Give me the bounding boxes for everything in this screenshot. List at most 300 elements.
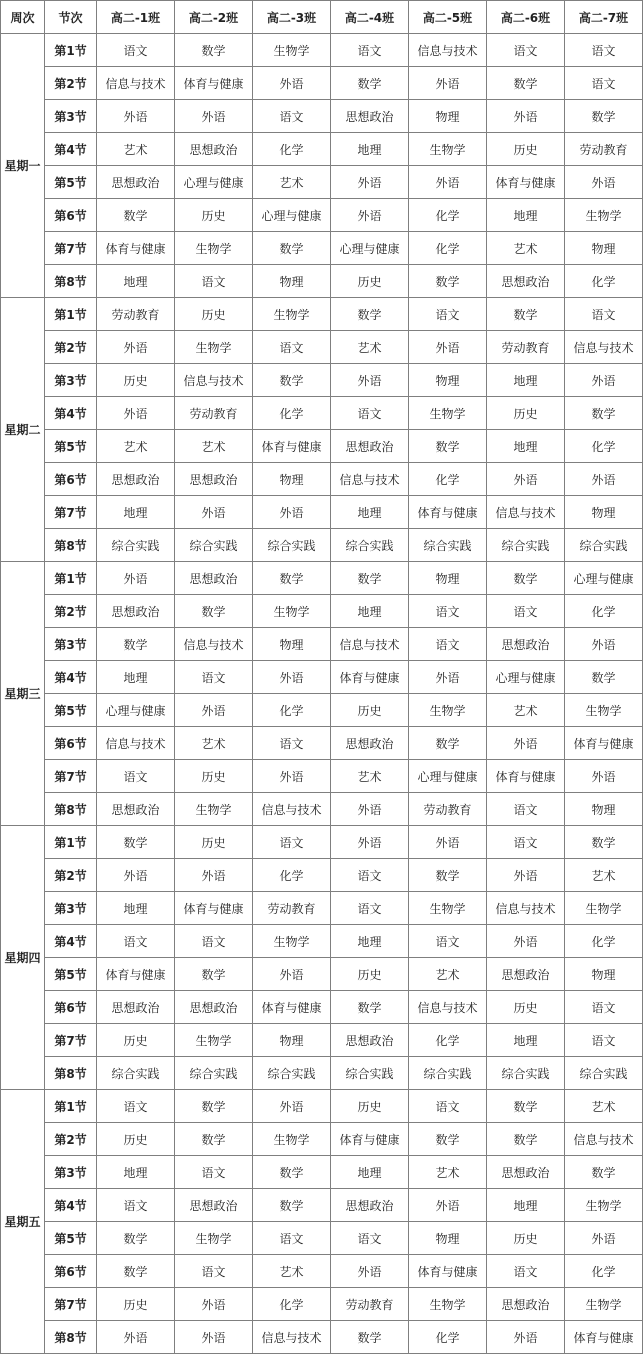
class-header: 高二-6班 bbox=[487, 1, 565, 34]
subject-cell: 数学 bbox=[253, 1189, 331, 1222]
schedule-row bbox=[1, 1288, 643, 1321]
subject-cell: 数学 bbox=[409, 1123, 487, 1156]
subject-cell: 数学 bbox=[409, 859, 487, 892]
schedule-row bbox=[1, 1255, 643, 1288]
subject-cell: 语文 bbox=[487, 595, 565, 628]
subject-cell: 信息与技术 bbox=[253, 1321, 331, 1354]
subject-cell: 历史 bbox=[175, 298, 253, 331]
schedule-row bbox=[1, 628, 643, 661]
subject-cell: 数学 bbox=[253, 364, 331, 397]
subject-cell: 思想政治 bbox=[331, 430, 409, 463]
subject-cell: 外语 bbox=[487, 859, 565, 892]
subject-cell: 历史 bbox=[175, 199, 253, 232]
subject-cell: 历史 bbox=[487, 1222, 565, 1255]
subject-cell: 语文 bbox=[565, 1024, 643, 1057]
subject-cell: 劳动教育 bbox=[487, 331, 565, 364]
subject-cell: 数学 bbox=[409, 727, 487, 760]
subject-cell: 历史 bbox=[97, 364, 175, 397]
subject-cell: 化学 bbox=[253, 1288, 331, 1321]
subject-cell: 外语 bbox=[409, 826, 487, 859]
period-label: 第3节 bbox=[45, 892, 97, 925]
subject-cell: 信息与技术 bbox=[175, 364, 253, 397]
subject-cell: 心理与健康 bbox=[253, 199, 331, 232]
subject-cell: 信息与技术 bbox=[331, 628, 409, 661]
subject-cell: 思想政治 bbox=[487, 265, 565, 298]
subject-cell: 生物学 bbox=[565, 199, 643, 232]
subject-cell: 外语 bbox=[487, 463, 565, 496]
period-label: 第8节 bbox=[45, 793, 97, 826]
subject-cell: 数学 bbox=[175, 1123, 253, 1156]
subject-cell: 外语 bbox=[97, 397, 175, 430]
subject-cell: 艺术 bbox=[175, 430, 253, 463]
subject-cell: 思想政治 bbox=[487, 1288, 565, 1321]
class-header: 高二-7班 bbox=[565, 1, 643, 34]
subject-cell: 数学 bbox=[331, 67, 409, 100]
subject-cell: 综合实践 bbox=[487, 1057, 565, 1090]
subject-cell: 劳动教育 bbox=[331, 1288, 409, 1321]
subject-cell: 外语 bbox=[253, 760, 331, 793]
subject-cell: 历史 bbox=[331, 694, 409, 727]
subject-cell: 信息与技术 bbox=[331, 463, 409, 496]
schedule-row bbox=[1, 1222, 643, 1255]
schedule-row bbox=[1, 793, 643, 826]
subject-cell: 语文 bbox=[565, 67, 643, 100]
subject-cell: 艺术 bbox=[97, 430, 175, 463]
subject-cell: 数学 bbox=[487, 1123, 565, 1156]
subject-cell: 生物学 bbox=[565, 694, 643, 727]
subject-cell: 数学 bbox=[253, 562, 331, 595]
schedule-row bbox=[1, 265, 643, 298]
subject-cell: 数学 bbox=[253, 1156, 331, 1189]
subject-cell: 综合实践 bbox=[253, 1057, 331, 1090]
subject-cell: 语文 bbox=[253, 100, 331, 133]
subject-cell: 思想政治 bbox=[175, 1189, 253, 1222]
period-label: 第3节 bbox=[45, 364, 97, 397]
subject-cell: 地理 bbox=[97, 661, 175, 694]
subject-cell: 综合实践 bbox=[175, 1057, 253, 1090]
period-label: 第4节 bbox=[45, 661, 97, 694]
subject-cell: 信息与技术 bbox=[97, 727, 175, 760]
subject-cell: 外语 bbox=[175, 100, 253, 133]
subject-cell: 物理 bbox=[565, 793, 643, 826]
subject-cell: 语文 bbox=[175, 925, 253, 958]
subject-cell: 生物学 bbox=[565, 1288, 643, 1321]
subject-cell: 心理与健康 bbox=[175, 166, 253, 199]
subject-cell: 数学 bbox=[487, 298, 565, 331]
subject-cell: 体育与健康 bbox=[331, 661, 409, 694]
subject-cell: 语文 bbox=[487, 34, 565, 67]
period-label: 第7节 bbox=[45, 760, 97, 793]
subject-cell: 数学 bbox=[331, 298, 409, 331]
schedule-row bbox=[1, 331, 643, 364]
schedule-row bbox=[1, 958, 643, 991]
schedule-row bbox=[1, 826, 643, 859]
subject-cell: 化学 bbox=[253, 397, 331, 430]
subject-cell: 思想政治 bbox=[331, 1024, 409, 1057]
subject-cell: 思想政治 bbox=[97, 463, 175, 496]
subject-cell: 艺术 bbox=[565, 1090, 643, 1123]
period-label: 第2节 bbox=[45, 331, 97, 364]
subject-cell: 地理 bbox=[487, 1189, 565, 1222]
subject-cell: 心理与健康 bbox=[409, 760, 487, 793]
class-header: 高二-5班 bbox=[409, 1, 487, 34]
schedule-row bbox=[1, 298, 643, 331]
subject-cell: 信息与技术 bbox=[97, 67, 175, 100]
period-label: 第5节 bbox=[45, 430, 97, 463]
subject-cell: 外语 bbox=[331, 199, 409, 232]
subject-cell: 劳动教育 bbox=[565, 133, 643, 166]
subject-cell: 综合实践 bbox=[331, 1057, 409, 1090]
subject-cell: 生物学 bbox=[175, 232, 253, 265]
subject-cell: 外语 bbox=[565, 364, 643, 397]
subject-cell: 体育与健康 bbox=[565, 1321, 643, 1354]
subject-cell: 外语 bbox=[565, 166, 643, 199]
subject-cell: 思想政治 bbox=[97, 793, 175, 826]
subject-cell: 化学 bbox=[409, 463, 487, 496]
schedule-row bbox=[1, 34, 643, 67]
subject-cell: 体育与健康 bbox=[565, 727, 643, 760]
subject-cell: 地理 bbox=[97, 892, 175, 925]
subject-cell: 语文 bbox=[565, 298, 643, 331]
schedule-row bbox=[1, 1189, 643, 1222]
subject-cell: 化学 bbox=[409, 1024, 487, 1057]
subject-cell: 化学 bbox=[565, 265, 643, 298]
schedule-row bbox=[1, 1090, 643, 1123]
subject-cell: 历史 bbox=[487, 133, 565, 166]
subject-cell: 语文 bbox=[565, 991, 643, 1024]
subject-cell: 数学 bbox=[565, 1156, 643, 1189]
subject-cell: 数学 bbox=[97, 628, 175, 661]
subject-cell: 劳动教育 bbox=[253, 892, 331, 925]
subject-cell: 语文 bbox=[97, 925, 175, 958]
subject-cell: 语文 bbox=[487, 793, 565, 826]
schedule-row bbox=[1, 529, 643, 562]
subject-cell: 思想政治 bbox=[487, 628, 565, 661]
subject-cell: 语文 bbox=[97, 1189, 175, 1222]
subject-cell: 生物学 bbox=[175, 1024, 253, 1057]
subject-cell: 语文 bbox=[253, 727, 331, 760]
schedule-row bbox=[1, 232, 643, 265]
subject-cell: 数学 bbox=[331, 562, 409, 595]
subject-cell: 思想政治 bbox=[331, 1189, 409, 1222]
subject-cell: 生物学 bbox=[565, 892, 643, 925]
subject-cell: 综合实践 bbox=[253, 529, 331, 562]
subject-cell: 外语 bbox=[253, 1090, 331, 1123]
subject-cell: 劳动教育 bbox=[97, 298, 175, 331]
subject-cell: 思想政治 bbox=[331, 100, 409, 133]
subject-cell: 综合实践 bbox=[565, 529, 643, 562]
subject-cell: 外语 bbox=[487, 925, 565, 958]
schedule-row bbox=[1, 397, 643, 430]
subject-cell: 生物学 bbox=[175, 793, 253, 826]
subject-cell: 语文 bbox=[409, 595, 487, 628]
subject-cell: 数学 bbox=[97, 1255, 175, 1288]
day-label: 星期三 bbox=[1, 562, 45, 826]
subject-cell: 外语 bbox=[331, 364, 409, 397]
subject-cell: 语文 bbox=[487, 1255, 565, 1288]
subject-cell: 数学 bbox=[409, 430, 487, 463]
subject-cell: 信息与技术 bbox=[565, 331, 643, 364]
subject-cell: 化学 bbox=[409, 199, 487, 232]
subject-cell: 外语 bbox=[331, 166, 409, 199]
subject-cell: 历史 bbox=[175, 826, 253, 859]
schedule-row bbox=[1, 694, 643, 727]
subject-cell: 历史 bbox=[97, 1288, 175, 1321]
subject-cell: 地理 bbox=[331, 925, 409, 958]
subject-cell: 艺术 bbox=[409, 1156, 487, 1189]
subject-cell: 思想政治 bbox=[97, 595, 175, 628]
subject-cell: 艺术 bbox=[253, 1255, 331, 1288]
schedule-row bbox=[1, 199, 643, 232]
period-label: 第2节 bbox=[45, 859, 97, 892]
subject-cell: 物理 bbox=[253, 1024, 331, 1057]
subject-cell: 外语 bbox=[487, 1321, 565, 1354]
period-label: 第4节 bbox=[45, 1189, 97, 1222]
period-label: 第1节 bbox=[45, 562, 97, 595]
subject-cell: 生物学 bbox=[175, 331, 253, 364]
schedule-row bbox=[1, 760, 643, 793]
subject-cell: 语文 bbox=[175, 1255, 253, 1288]
subject-cell: 数学 bbox=[487, 67, 565, 100]
schedule-body bbox=[1, 34, 643, 1354]
period-label: 第8节 bbox=[45, 1057, 97, 1090]
subject-cell: 物理 bbox=[565, 232, 643, 265]
period-label: 第8节 bbox=[45, 265, 97, 298]
schedule-row bbox=[1, 100, 643, 133]
period-label: 第7节 bbox=[45, 1024, 97, 1057]
day-label: 星期二 bbox=[1, 298, 45, 562]
subject-cell: 综合实践 bbox=[409, 529, 487, 562]
subject-cell: 外语 bbox=[97, 859, 175, 892]
period-label: 第5节 bbox=[45, 166, 97, 199]
subject-cell: 体育与健康 bbox=[97, 232, 175, 265]
subject-cell: 信息与技术 bbox=[175, 628, 253, 661]
subject-cell: 艺术 bbox=[487, 694, 565, 727]
schedule-row bbox=[1, 562, 643, 595]
subject-cell: 外语 bbox=[253, 958, 331, 991]
period-label: 第2节 bbox=[45, 1123, 97, 1156]
subject-cell: 语文 bbox=[331, 1222, 409, 1255]
subject-cell: 艺术 bbox=[331, 760, 409, 793]
subject-cell: 语文 bbox=[409, 298, 487, 331]
period-label: 第2节 bbox=[45, 595, 97, 628]
subject-cell: 外语 bbox=[331, 793, 409, 826]
subject-cell: 信息与技术 bbox=[565, 1123, 643, 1156]
subject-cell: 数学 bbox=[565, 397, 643, 430]
subject-cell: 艺术 bbox=[253, 166, 331, 199]
subject-cell: 物理 bbox=[253, 265, 331, 298]
subject-cell: 历史 bbox=[487, 991, 565, 1024]
subject-cell: 思想政治 bbox=[331, 727, 409, 760]
period-label: 第1节 bbox=[45, 1090, 97, 1123]
subject-cell: 外语 bbox=[409, 331, 487, 364]
subject-cell: 语文 bbox=[331, 859, 409, 892]
schedule-row bbox=[1, 892, 643, 925]
subject-cell: 化学 bbox=[565, 430, 643, 463]
period-label: 第8节 bbox=[45, 1321, 97, 1354]
subject-cell: 语文 bbox=[97, 760, 175, 793]
subject-cell: 数学 bbox=[97, 1222, 175, 1255]
period-label: 第5节 bbox=[45, 958, 97, 991]
schedule-row bbox=[1, 463, 643, 496]
subject-cell: 外语 bbox=[253, 496, 331, 529]
subject-cell: 物理 bbox=[409, 1222, 487, 1255]
subject-cell: 数学 bbox=[487, 562, 565, 595]
subject-cell: 物理 bbox=[409, 562, 487, 595]
schedule-row bbox=[1, 67, 643, 100]
subject-cell: 历史 bbox=[97, 1123, 175, 1156]
subject-cell: 化学 bbox=[565, 925, 643, 958]
subject-cell: 地理 bbox=[331, 496, 409, 529]
subject-cell: 语文 bbox=[97, 1090, 175, 1123]
period-label: 第5节 bbox=[45, 1222, 97, 1255]
subject-cell: 生物学 bbox=[409, 397, 487, 430]
subject-cell: 语文 bbox=[409, 628, 487, 661]
subject-cell: 体育与健康 bbox=[253, 991, 331, 1024]
day-label: 星期一 bbox=[1, 34, 45, 298]
subject-cell: 体育与健康 bbox=[409, 496, 487, 529]
subject-cell: 体育与健康 bbox=[487, 166, 565, 199]
subject-cell: 艺术 bbox=[175, 727, 253, 760]
subject-cell: 心理与健康 bbox=[331, 232, 409, 265]
subject-cell: 地理 bbox=[331, 1156, 409, 1189]
class-header: 高二-4班 bbox=[331, 1, 409, 34]
subject-cell: 外语 bbox=[97, 100, 175, 133]
subject-cell: 体育与健康 bbox=[487, 760, 565, 793]
subject-cell: 语文 bbox=[253, 826, 331, 859]
subject-cell: 心理与健康 bbox=[97, 694, 175, 727]
header-row bbox=[1, 1, 643, 34]
schedule-row bbox=[1, 1321, 643, 1354]
subject-cell: 物理 bbox=[409, 364, 487, 397]
subject-cell: 语文 bbox=[409, 925, 487, 958]
subject-cell: 语文 bbox=[253, 1222, 331, 1255]
subject-cell: 艺术 bbox=[409, 958, 487, 991]
subject-cell: 数学 bbox=[175, 595, 253, 628]
subject-cell: 生物学 bbox=[409, 892, 487, 925]
subject-cell: 化学 bbox=[253, 694, 331, 727]
schedule-row bbox=[1, 595, 643, 628]
subject-cell: 物理 bbox=[253, 463, 331, 496]
subject-cell: 外语 bbox=[253, 67, 331, 100]
subject-cell: 外语 bbox=[97, 1321, 175, 1354]
subject-cell: 生物学 bbox=[175, 1222, 253, 1255]
subject-cell: 地理 bbox=[487, 430, 565, 463]
subject-cell: 数学 bbox=[175, 958, 253, 991]
schedule-row bbox=[1, 1156, 643, 1189]
subject-cell: 生物学 bbox=[253, 925, 331, 958]
period-label: 第6节 bbox=[45, 199, 97, 232]
subject-cell: 外语 bbox=[97, 562, 175, 595]
subject-cell: 信息与技术 bbox=[409, 991, 487, 1024]
subject-cell: 思想政治 bbox=[97, 166, 175, 199]
subject-cell: 化学 bbox=[253, 133, 331, 166]
period-label: 第3节 bbox=[45, 628, 97, 661]
subject-cell: 外语 bbox=[409, 166, 487, 199]
subject-cell: 语文 bbox=[331, 892, 409, 925]
subject-cell: 外语 bbox=[175, 859, 253, 892]
subject-cell: 历史 bbox=[331, 1090, 409, 1123]
period-label: 第7节 bbox=[45, 496, 97, 529]
day-label: 星期五 bbox=[1, 1090, 45, 1354]
subject-cell: 信息与技术 bbox=[409, 34, 487, 67]
period-label: 第5节 bbox=[45, 694, 97, 727]
subject-cell: 数学 bbox=[253, 232, 331, 265]
subject-cell: 数学 bbox=[565, 100, 643, 133]
class-header: 高二-2班 bbox=[175, 1, 253, 34]
subject-cell: 数学 bbox=[97, 199, 175, 232]
subject-cell: 化学 bbox=[565, 595, 643, 628]
subject-cell: 综合实践 bbox=[487, 529, 565, 562]
subject-cell: 语文 bbox=[253, 331, 331, 364]
subject-cell: 化学 bbox=[565, 1255, 643, 1288]
period-column-header: 节次 bbox=[45, 1, 97, 34]
subject-cell: 语文 bbox=[175, 1156, 253, 1189]
subject-cell: 历史 bbox=[331, 265, 409, 298]
subject-cell: 思想政治 bbox=[487, 1156, 565, 1189]
subject-cell: 艺术 bbox=[487, 232, 565, 265]
schedule-row bbox=[1, 1057, 643, 1090]
subject-cell: 地理 bbox=[487, 199, 565, 232]
schedule-row bbox=[1, 166, 643, 199]
subject-cell: 化学 bbox=[409, 1321, 487, 1354]
subject-cell: 心理与健康 bbox=[565, 562, 643, 595]
day-label: 星期四 bbox=[1, 826, 45, 1090]
period-label: 第6节 bbox=[45, 1255, 97, 1288]
period-label: 第4节 bbox=[45, 925, 97, 958]
subject-cell: 语文 bbox=[331, 34, 409, 67]
subject-cell: 语文 bbox=[175, 661, 253, 694]
subject-cell: 数学 bbox=[565, 661, 643, 694]
subject-cell: 历史 bbox=[175, 760, 253, 793]
subject-cell: 数学 bbox=[487, 1090, 565, 1123]
period-label: 第2节 bbox=[45, 67, 97, 100]
subject-cell: 外语 bbox=[175, 1288, 253, 1321]
subject-cell: 生物学 bbox=[253, 595, 331, 628]
subject-cell: 体育与健康 bbox=[175, 892, 253, 925]
subject-cell: 外语 bbox=[175, 1321, 253, 1354]
subject-cell: 劳动教育 bbox=[175, 397, 253, 430]
subject-cell: 物理 bbox=[565, 958, 643, 991]
schedule-row bbox=[1, 661, 643, 694]
schedule-row bbox=[1, 496, 643, 529]
subject-cell: 地理 bbox=[97, 265, 175, 298]
subject-cell: 思想政治 bbox=[175, 991, 253, 1024]
subject-cell: 外语 bbox=[175, 496, 253, 529]
subject-cell: 外语 bbox=[409, 661, 487, 694]
period-label: 第1节 bbox=[45, 34, 97, 67]
subject-cell: 外语 bbox=[487, 100, 565, 133]
subject-cell: 综合实践 bbox=[175, 529, 253, 562]
schedule-row bbox=[1, 364, 643, 397]
subject-cell: 外语 bbox=[175, 694, 253, 727]
subject-cell: 信息与技术 bbox=[253, 793, 331, 826]
subject-cell: 历史 bbox=[487, 397, 565, 430]
subject-cell: 数学 bbox=[97, 826, 175, 859]
subject-cell: 信息与技术 bbox=[487, 892, 565, 925]
subject-cell: 体育与健康 bbox=[409, 1255, 487, 1288]
subject-cell: 体育与健康 bbox=[175, 67, 253, 100]
schedule-row bbox=[1, 991, 643, 1024]
subject-cell: 外语 bbox=[565, 463, 643, 496]
subject-cell: 体育与健康 bbox=[331, 1123, 409, 1156]
subject-cell: 语文 bbox=[331, 397, 409, 430]
subject-cell: 数学 bbox=[175, 34, 253, 67]
period-label: 第7节 bbox=[45, 232, 97, 265]
subject-cell: 劳动教育 bbox=[409, 793, 487, 826]
subject-cell: 体育与健康 bbox=[253, 430, 331, 463]
period-label: 第6节 bbox=[45, 991, 97, 1024]
